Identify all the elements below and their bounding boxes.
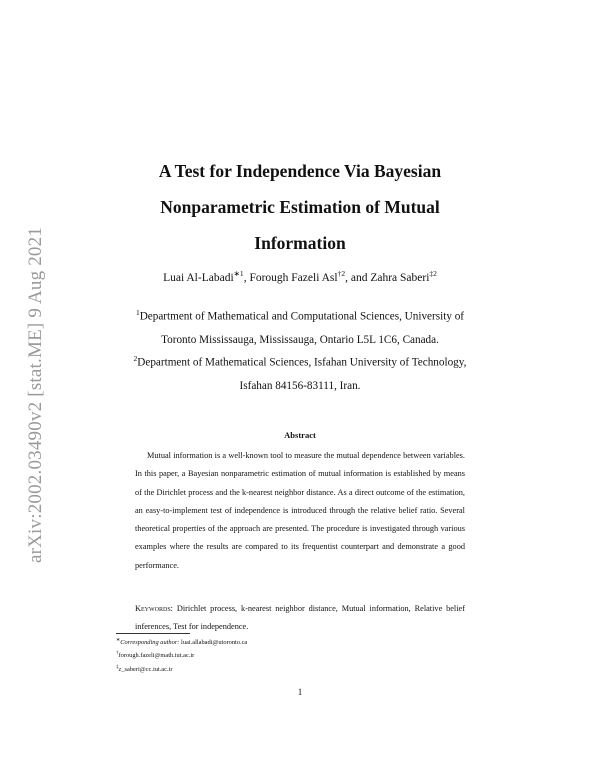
footnote-email: luai.allabadi@utoronto.ca <box>179 639 248 647</box>
abstract-text: Mutual information is a well-known tool to measure the mutual dependence between variables. In this paper, a Bayesian nonparametric estimation of mutual information is established by means of the Dirichlet process and the k-nearest neighbor distance. As a direct outcome of the estimation, an easy-to-implement test of independence is introduced through the relative belief ratio. Several theoretical properties of the approach are presented. The procedure is investigated through various examples where the results are compared to its frequentist counterpart and demonstrate a good performance. <box>135 451 465 570</box>
paper-title <box>100 153 500 261</box>
affiliation-line: Isfahan 84156-83111, Iran. <box>239 379 361 392</box>
footnote <box>116 648 486 661</box>
author-name: Forough Fazeli Asl <box>249 271 338 284</box>
author-name: Luai Al-Labadi <box>163 271 234 284</box>
footnote-mark: ∗ <box>116 638 121 643</box>
arxiv-identifier: arXiv:2002.03490v2 [stat.ME] 9 Aug 2021 <box>25 226 46 564</box>
title-line: Nonparametric Estimation of Mutual <box>160 197 440 217</box>
author-separator: , <box>243 271 250 284</box>
abstract-heading: Abstract <box>284 430 316 440</box>
page-number: 1 <box>297 687 303 697</box>
footnote <box>116 635 486 648</box>
title-line: Information <box>254 233 346 253</box>
affiliation-text: Department of Mathematical Sciences, Isfahan University of Technology, <box>137 356 467 369</box>
affiliation-mark: 1 <box>135 308 140 317</box>
footnote-email: forough.fazeli@math.iut.ac.ir <box>118 652 195 660</box>
footnote-email: z_saberi@cc.iut.ac.ir <box>118 665 173 673</box>
author-mark: ‡2 <box>429 269 437 278</box>
affiliation-line <box>100 347 500 375</box>
affiliation-text: Department of Mathematical and Computational Sciences, University of <box>139 310 465 323</box>
affiliation-line <box>100 301 500 329</box>
keywords <box>135 600 465 637</box>
title-line: A Test for Independence Via Bayesian <box>158 161 442 181</box>
affiliation <box>100 301 500 352</box>
affiliation <box>100 347 500 398</box>
keywords-text: Dirichlet process, k-nearest neighbor distance, Mutual information, Relative belief inferences, Test for independence. <box>135 604 465 632</box>
author-name: Zahra Saberi <box>370 271 430 284</box>
footnote-divider <box>116 633 190 634</box>
author-mark: †2 <box>337 269 346 278</box>
author-mark: ∗1 <box>233 269 244 278</box>
author-list <box>80 269 520 284</box>
footnotes <box>116 635 486 675</box>
affiliation-mark: 2 <box>133 354 138 363</box>
footnote <box>116 662 486 675</box>
author-separator: , and <box>345 271 371 284</box>
footnote-mark: ‡ <box>116 664 119 670</box>
footnote-label: Corresponding author: <box>120 639 180 647</box>
keywords-label: Keywords: <box>135 604 173 613</box>
footnote-mark: † <box>116 651 119 657</box>
affiliation-line: Toronto Mississauga, Mississauga, Ontario L5L 1C6, Canada. <box>161 333 439 346</box>
